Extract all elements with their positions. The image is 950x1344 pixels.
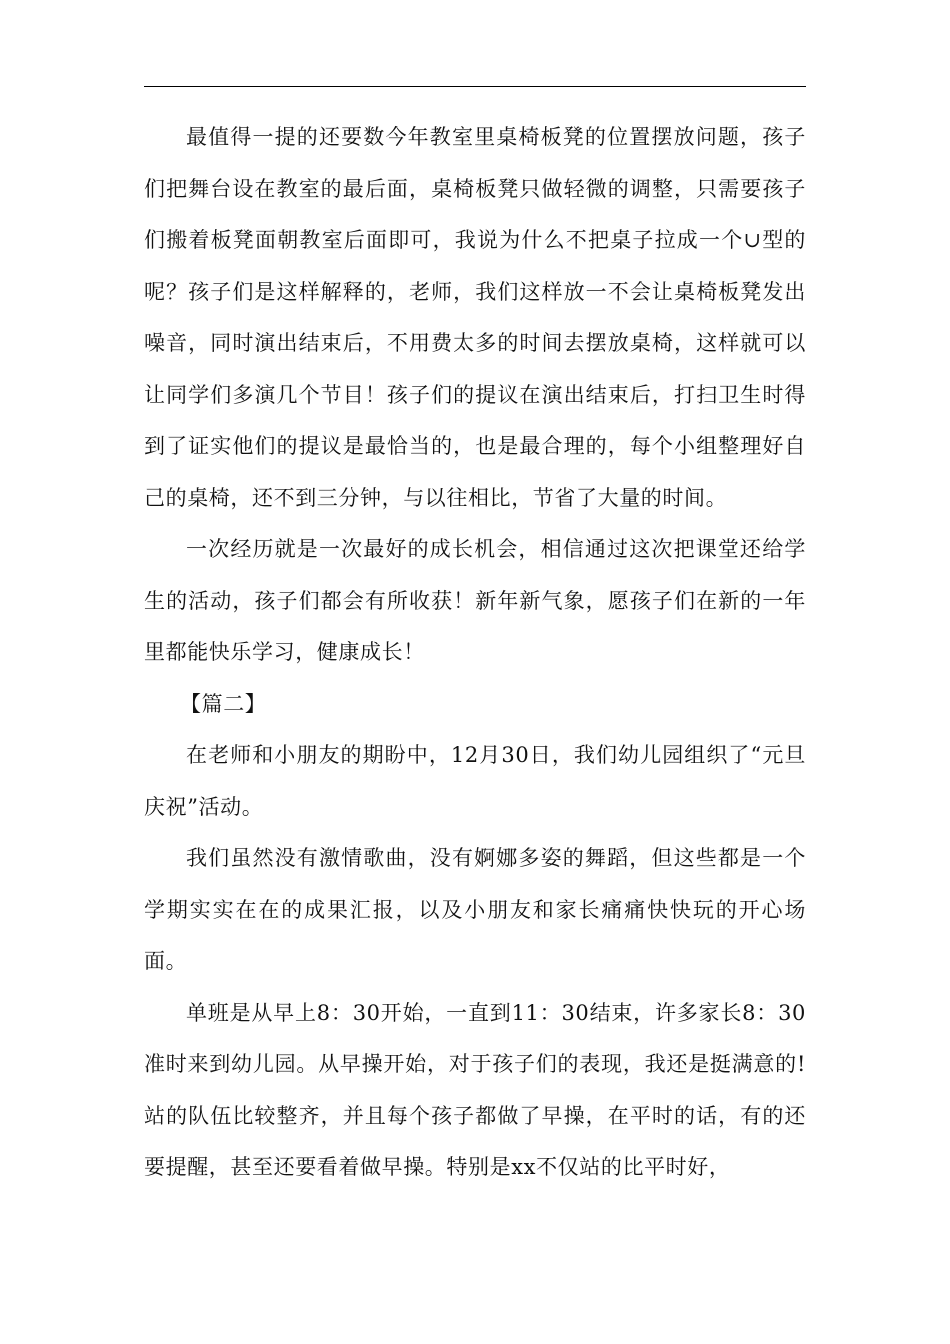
paragraph-growth-opportunity: 一次经历就是一次最好的成长机会，相信通过这次把课堂还给学生的活动，孩子们都会有所收获！新年新气象，愿孩子们在新的一年里都能快乐学习，健康成长！ — [144, 537, 806, 664]
body-text — [144, 112, 806, 1194]
paragraph-new-year-event: 在老师和小朋友的期盼中，12月30日，我们幼儿园组织了“元旦庆祝”活动。 — [144, 743, 806, 819]
paragraph-desk-arrangement: 最值得一提的还要数今年教室里桌椅板凳的位置摆放问题，孩子们把舞台设在教室的最后面，桌椅板凳只做轻微的调整，只需要孩子们搬着板凳面朝教室后面即可，我说为什么不把桌子拉成一个∪型的呢？孩子们是这样解释的，老师，我们这样放一不会让桌椅板凳发出噪音，同时演出结束后，不用费太多的时间去摆放桌椅，这样就可以让同学们多演几个节目！孩子们的提议在演出结束后，打扫卫生时得到了证实他们的提议是最恰当的，也是最合理的，每个小组整理好自己的桌椅，还不到三分钟，与以往相比，节省了大量的时间。 — [144, 125, 806, 510]
paragraph-morning-exercise: 单班是从早上8：30开始，一直到11：30结束，许多家长8：30准时来到幼儿园。从早操开始，对于孩子们的表现，我还是挺满意的!站的队伍比较整齐，并且每个孩子都做了早操，在平时的话，有的还要提醒，甚至还要看着做早操。特别是xx不仅站的比平时好， — [144, 1000, 806, 1179]
section-heading: 【篇二】 — [180, 691, 267, 716]
header-rule — [144, 86, 806, 87]
paragraph-performance-summary: 我们虽然没有激情歌曲，没有婀娜多姿的舞蹈，但这些都是一个学期实实在在的成果汇报，以及小朋友和家长痛痛快快玩的开心场面。 — [144, 846, 806, 973]
